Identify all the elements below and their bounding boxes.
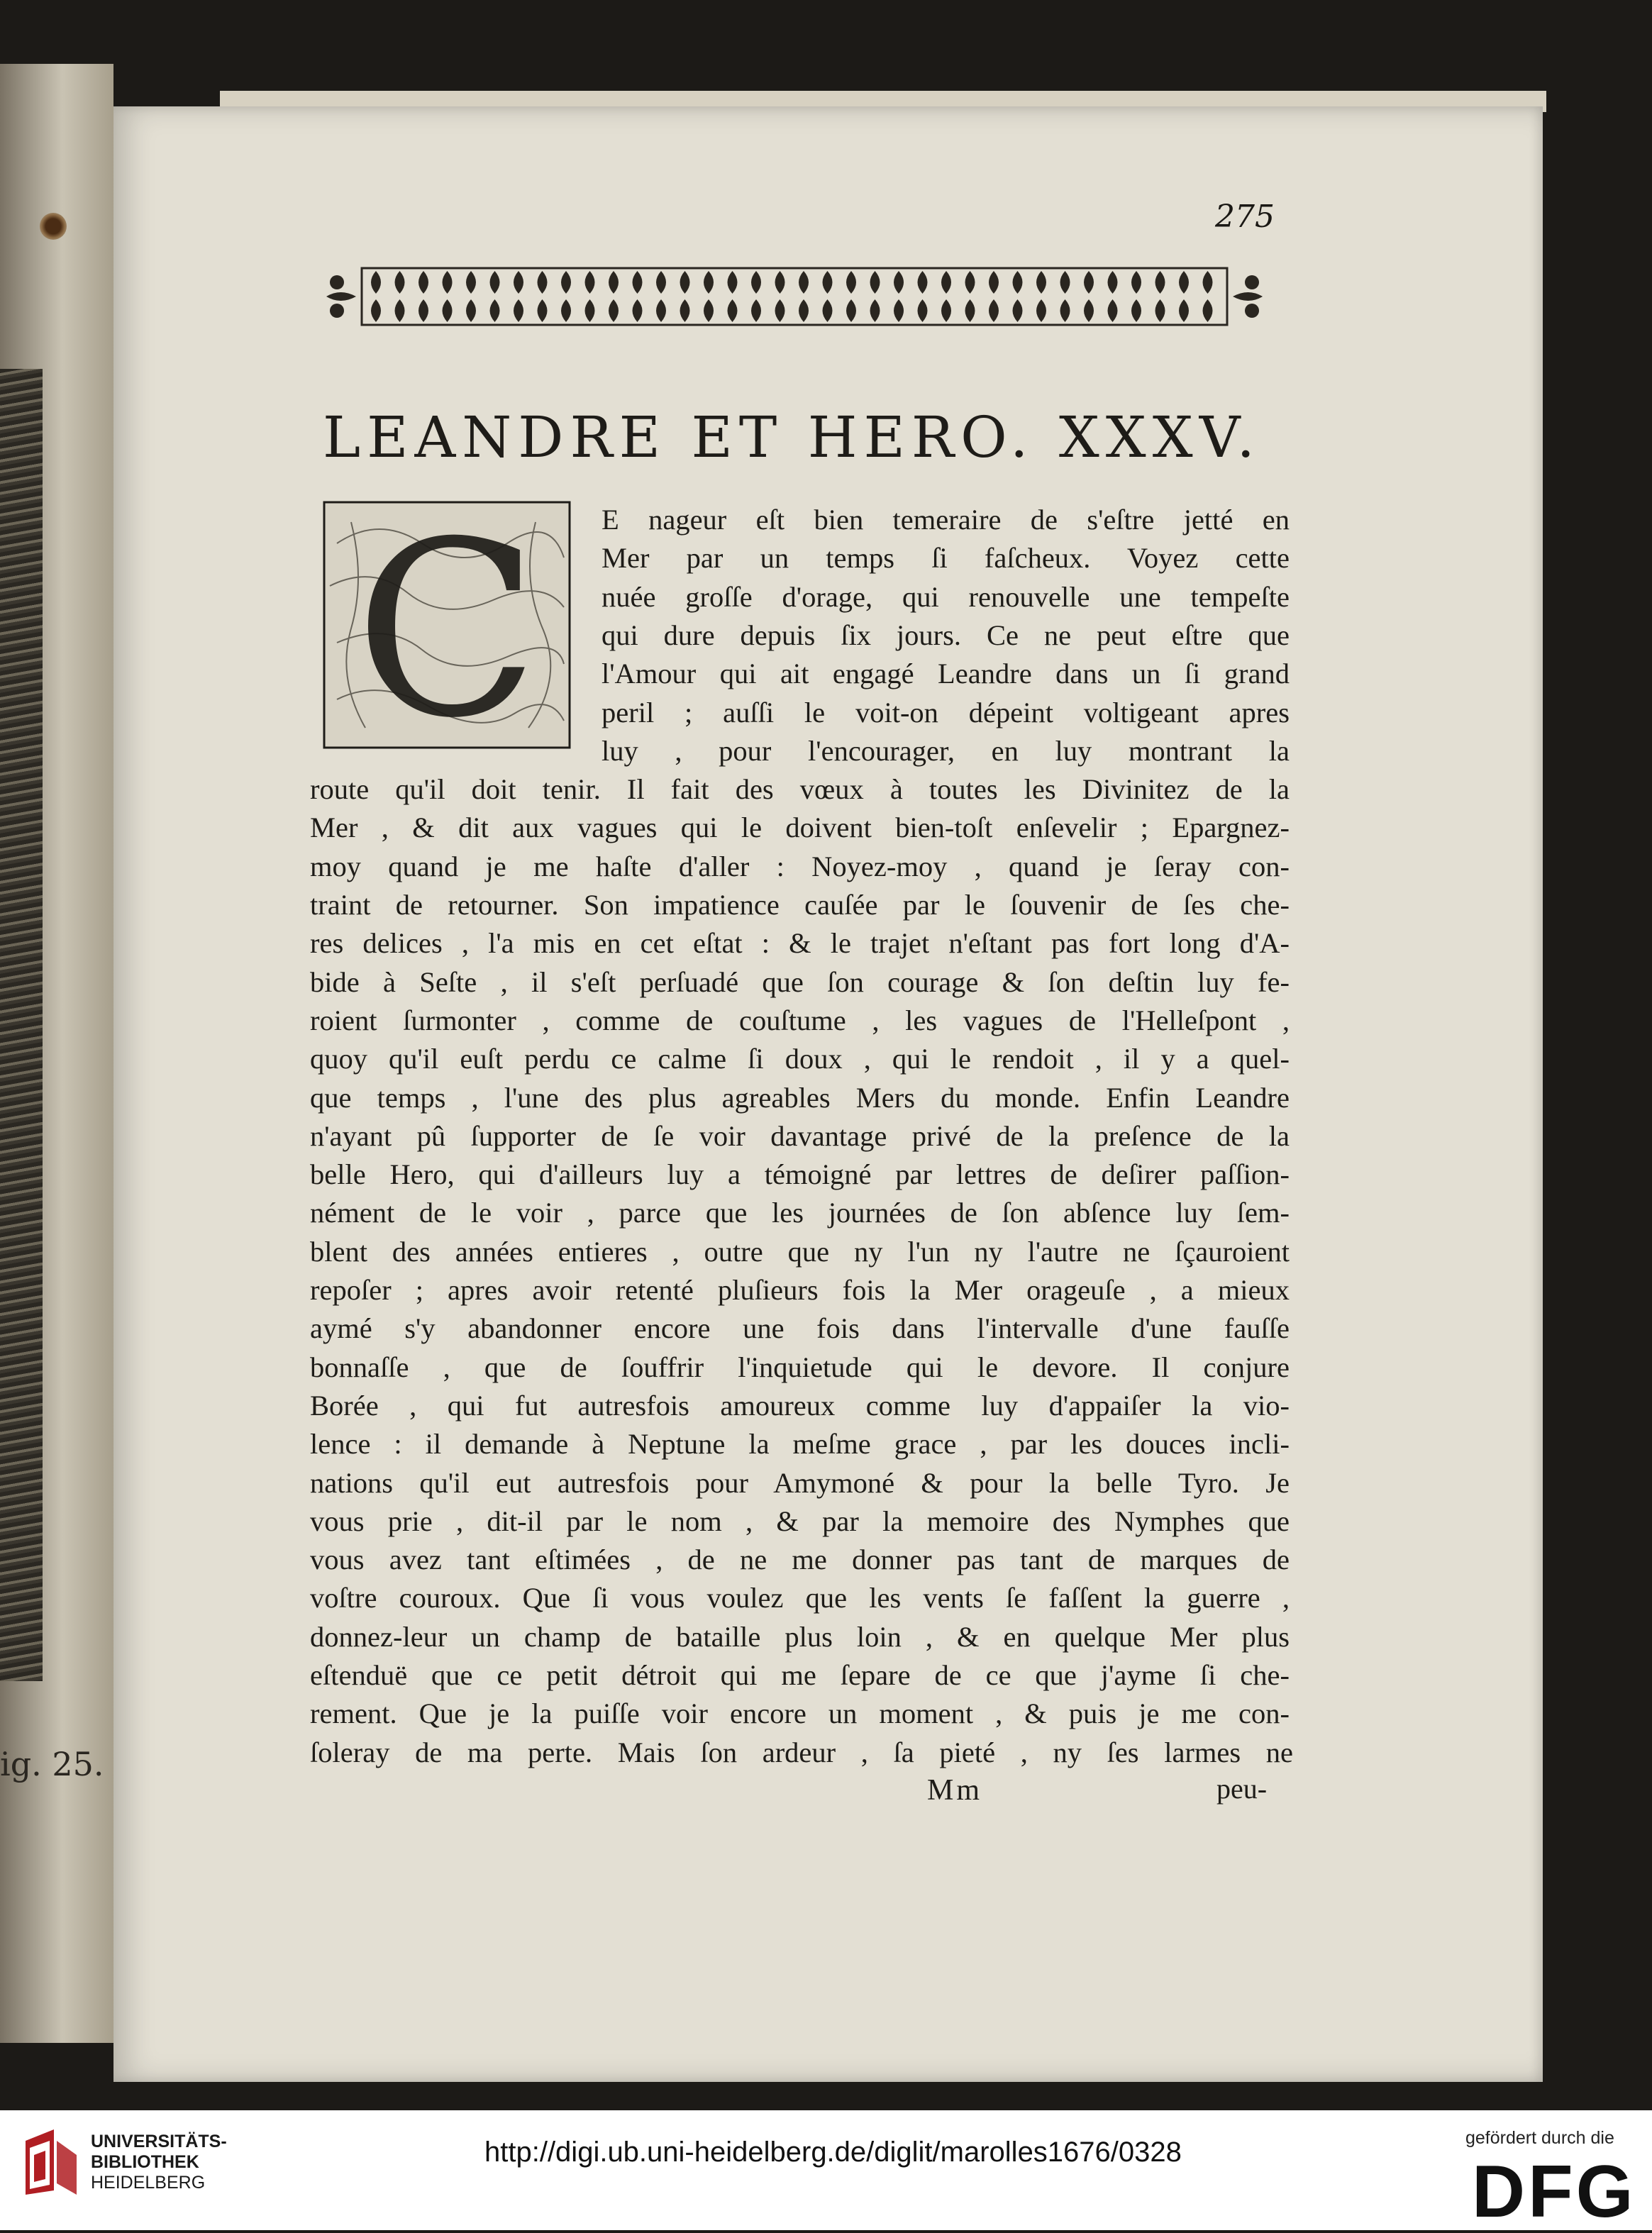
text-line: peril ; auſſi le voit-on dépeint voltigeant apres xyxy=(602,696,1290,728)
text-line: donnez-leur un champ de bataille plus loin , & en quelque Mer plus xyxy=(310,1620,1290,1653)
page-number: 275 xyxy=(1215,199,1275,235)
text-line: bide à Seſte , il s'eſt perſuadé que ſon courage & ſon deſtin luy fe- xyxy=(310,965,1290,998)
decorated-initial xyxy=(323,501,571,749)
library-name-line3: HEIDELBERG xyxy=(91,2173,206,2193)
text-line: traint de retourner. Son impatience cauſée par le ſouvenir de ſes che- xyxy=(310,889,1290,921)
text-line: qui dure depuis ſix jours. Ce ne peut eſtre que xyxy=(602,619,1290,651)
chapter-title: LEANDRE ET HERO. XXXV. xyxy=(323,404,1261,470)
text-line: repoſer ; apres avoir retenté pluſieurs fois la Mer orageuſe , a mieux xyxy=(310,1274,1290,1306)
footer-bar xyxy=(0,2110,1652,2233)
facing-page-engraving xyxy=(0,369,43,1681)
funding-note: gefördert durch die xyxy=(1465,2128,1614,2148)
dfg-logo[interactable]: DFG xyxy=(1472,2151,1636,2233)
text-line: roient ſurmonter , comme de couſtume , les vagues de l'Helleſpont , xyxy=(310,1004,1290,1036)
library-name-line2: BIBLIOTHEK xyxy=(91,2152,199,2172)
text-line: nations qu'il eut autresfois pour Amymoné & pour la belle Tyro. Je xyxy=(310,1466,1290,1499)
text-line: res delices , l'a mis en cet eſtat : & le trajet n'eſtant pas fort long d'A- xyxy=(310,927,1290,960)
text-line: quoy qu'il euſt perdu ce calme ſi doux , qui le rendoit , il y a quel- xyxy=(310,1043,1290,1075)
text-line: nuée groſſe d'orage, qui renouvelle une tempeſte xyxy=(602,580,1290,613)
headpiece-ornament xyxy=(319,261,1270,332)
text-line: n'ayant pû ſupporter de ſe voir davantage privé de la preſence de la xyxy=(310,1119,1290,1152)
catchword: peu- xyxy=(1216,1773,1268,1805)
facing-page-caption: ig. 25. xyxy=(0,1745,104,1783)
text-line: Mer , & dit aux vagues qui le doivent bien-toſt enſevelir ; Epargnez- xyxy=(310,811,1290,844)
text-line: que temps , l'une des plus agreables Mers du monde. Enfin Leandre xyxy=(310,1081,1290,1114)
university-library-name[interactable] xyxy=(91,2132,227,2193)
text-line: l'Amour qui ait engagé Leandre dans un ſi grand xyxy=(602,658,1290,690)
text-line: Mer par un temps ſi faſcheux. Voyez cette xyxy=(602,542,1290,575)
text-line: moy quand je me haſte d'aller : Noyez-moy , quand je ſeray con- xyxy=(310,850,1290,882)
text-line: Borée , qui fut autresfois amoureux comme luy d'appaiſer la vio- xyxy=(310,1389,1290,1422)
text-line: vous prie , dit-il par le nom , & par la memoire des Nymphes que xyxy=(310,1505,1290,1537)
text-line: voſtre couroux. Que ſi vous voulez que les vents ſe faſſent la guerre , xyxy=(310,1582,1290,1614)
text-line: eſtenduë que ce petit détroit qui me ſepare de ce que j'ayme ſi che- xyxy=(310,1659,1290,1691)
library-name-line1: UNIVERSITÄTS- xyxy=(91,2132,227,2151)
text-line: E nageur eſt bien temeraire de s'eſtre jetté en xyxy=(602,504,1290,536)
initial-letter: C xyxy=(354,501,540,749)
text-line: lence : il demande à Neptune la meſme grace , par les douces incli- xyxy=(310,1428,1290,1461)
signature-mark: Mm xyxy=(927,1774,983,1807)
text-line: route qu'il doit tenir. Il fait des vœux à toutes les Divinitez de la xyxy=(310,773,1290,806)
text-line: ſoleray de ma perte. Mais ſon ardeur , ſa pieté , ny ſes larmes ne xyxy=(310,1736,1293,1768)
text-line: luy , pour l'encourager, en luy montrant la xyxy=(602,734,1290,767)
text-line: blent des années entieres , outre que ny l'un ny l'autre ne ſçauroient xyxy=(310,1235,1290,1268)
text-line: bonnaſſe , que de ſouffrir l'inquietude qui le devore. Il conjure xyxy=(310,1351,1290,1383)
binding-hole xyxy=(40,213,67,240)
text-line: rement. Que je la puiſſe voir encore un moment , & puis je me con- xyxy=(310,1697,1290,1730)
text-line: vous avez tant eſtimées , de ne me donner pas tant de marques de xyxy=(310,1544,1290,1576)
source-url-link[interactable]: http://digi.ub.uni-heidelberg.de/diglit/marolles1676/0328 xyxy=(484,2137,1182,2168)
university-library-logo-icon[interactable] xyxy=(20,2127,81,2198)
text-line: aymé s'y abandonner encore une fois dans l'intervalle d'une fauſſe xyxy=(310,1312,1290,1345)
text-line: belle Hero, qui d'ailleurs luy a témoigné par lettres de deſirer paſſion- xyxy=(310,1158,1290,1191)
text-line: nément de le voir , parce que les journées de ſon abſence luy ſem- xyxy=(310,1197,1290,1229)
